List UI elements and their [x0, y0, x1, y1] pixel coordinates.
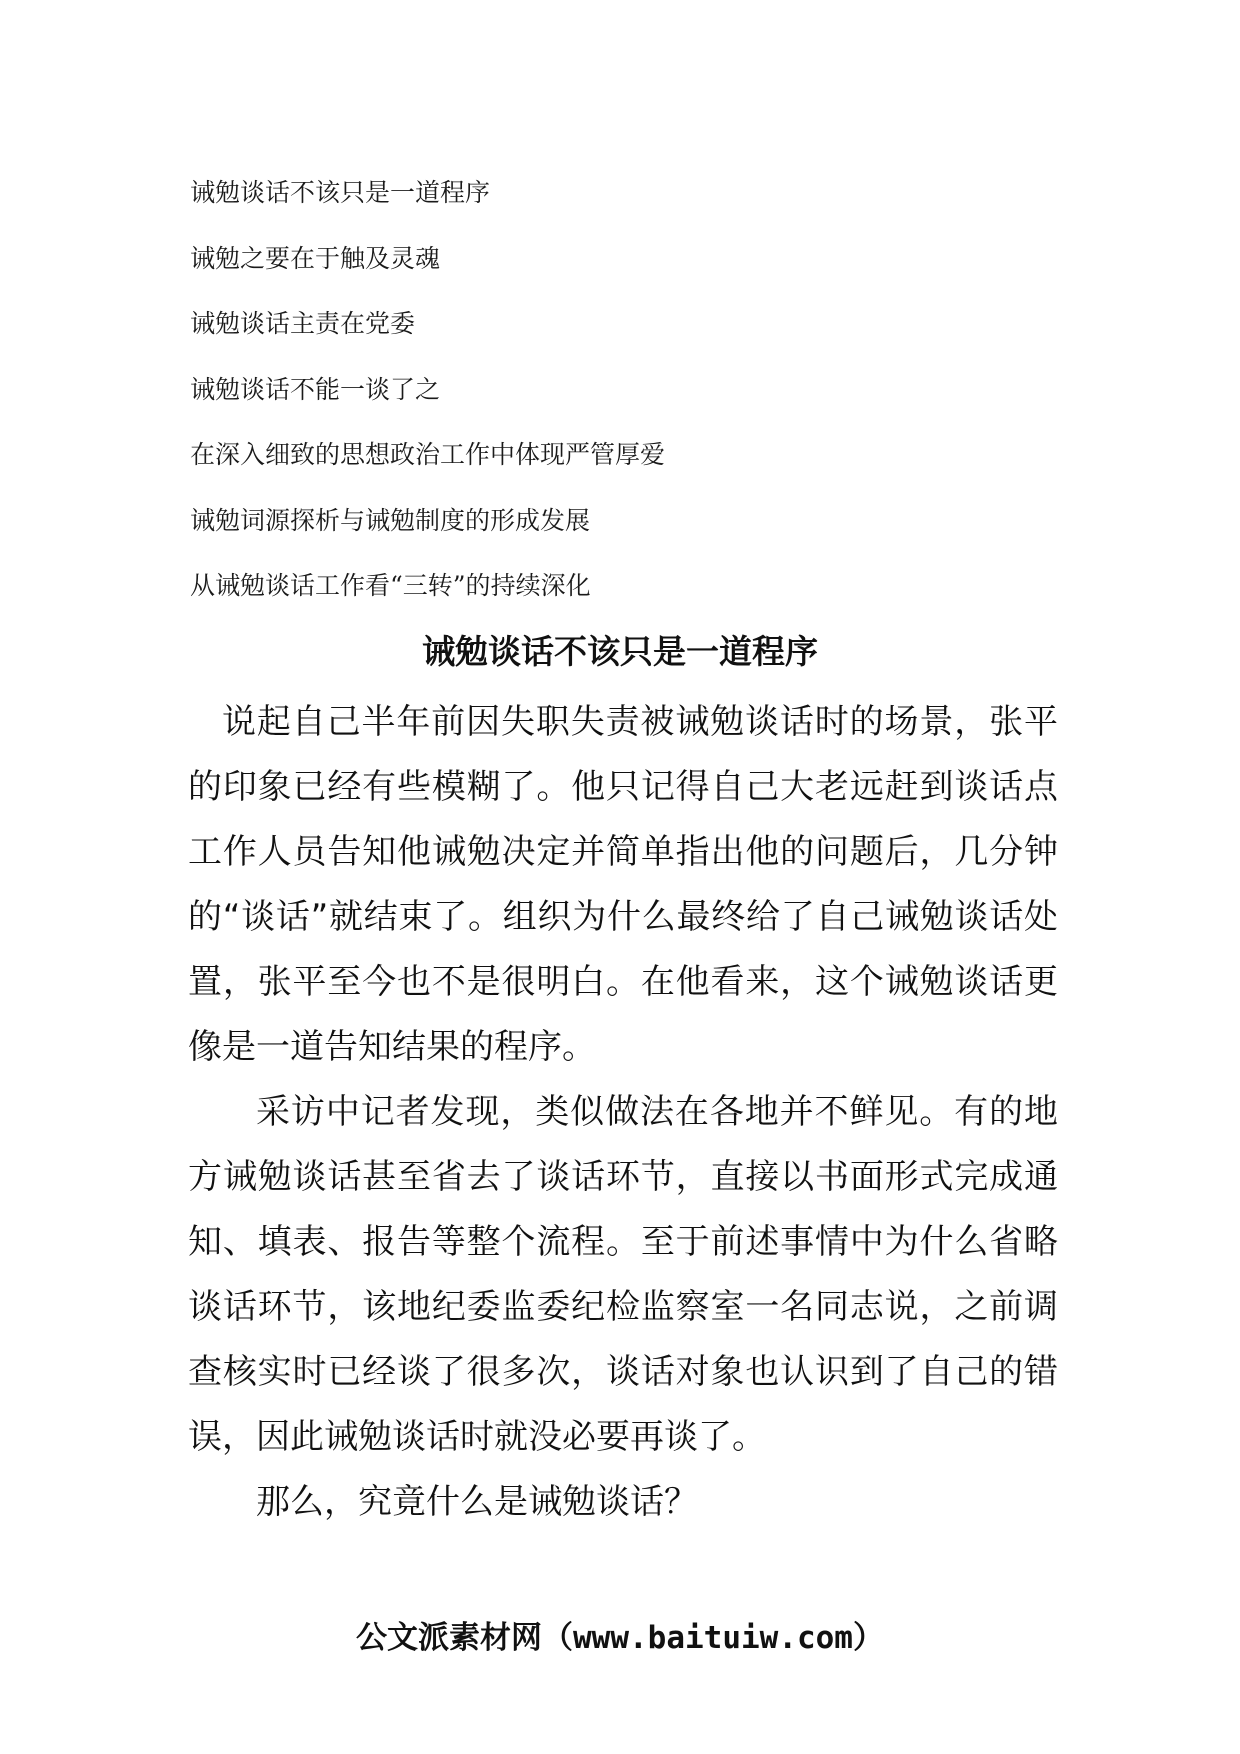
article-title: 诫勉谈话不该只是一道程序 [422, 632, 818, 671]
toc-item: 在深入细致的思想政治工作中体现严管厚爱 [190, 440, 666, 469]
paragraph: 那么，究竟什么是诫勉谈话？ [256, 1482, 698, 1522]
toc-item: 诫勉词源探析与诫勉制度的形成发展 [190, 505, 591, 535]
footer-source: 公文派素材网（www.baituiw.com） [356, 1620, 884, 1656]
paragraph: 说起自己半年前因失职失责被诫勉谈话时的场景，张平的印象已经有些模糊了。他只记得自己大老远赶到谈话点工作人员告知他诫勉决定并简单指出他的问题后，几分钟的“谈话”就结束了。组织为什么最终给了自己诫勉谈话处置，张平至今也不是很明白。在他看来，这个诫勉谈话更像是一道告知结果的程序。 [188, 702, 1058, 1067]
toc-item: 诫勉谈话不能一谈了之 [190, 374, 441, 404]
toc-item: 诫勉之要在于触及灵魂 [190, 243, 441, 273]
toc-item: 诫勉谈话主责在党委 [190, 309, 416, 338]
toc-item: 诫勉谈话不该只是一道程序 [190, 178, 491, 207]
toc-item: 从诫勉谈话工作看“三转”的持续深化 [190, 571, 591, 600]
article-body [188, 690, 1058, 1535]
table-of-contents [190, 178, 1090, 637]
paragraph: 采访中记者发现，类似做法在各地并不鲜见。有的地方诫勉谈话甚至省去了谈话环节，直接以书面形式完成通知、填表、报告等整个流程。至于前述事情中为什么省略谈话环节，该地纪委监委纪检监察室一名同志说，之前调查核实时已经谈了很多次，谈话对象也认识到了自己的错误，因此诫勉谈话时就没必要再谈了。 [188, 1092, 1058, 1457]
